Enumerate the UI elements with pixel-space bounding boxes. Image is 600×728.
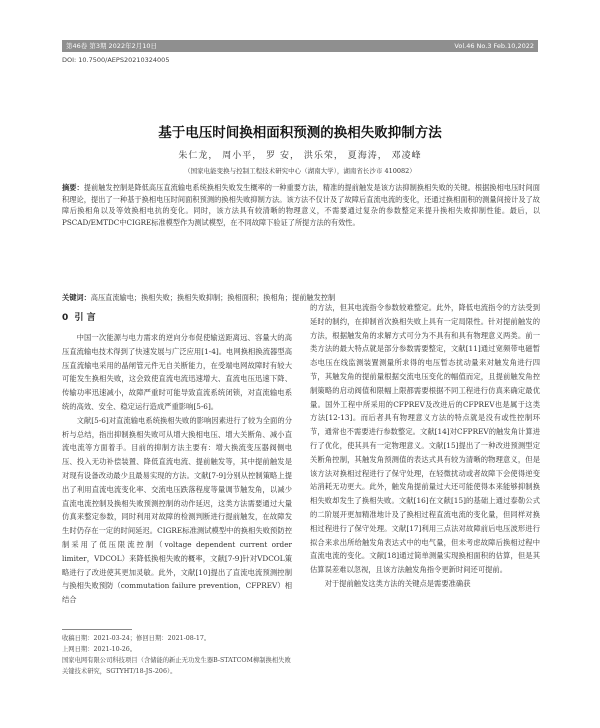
footnote-divider [62,629,132,630]
paragraph: 的方法，但其电流指令参数较难整定。此外，降低电流指令的方法受到延时的制约，在抑制首次换相失败上具有一定局限性。针对提前触发的方法，根据触发角的求解方式可分为不具有和具有物理意义两类。前一类方法的最大特点就是部分参数需要整定，文献[11]通过宽频带电磁暂态电压在线监测装置测量所求得的电压暂态扰动量来对触发角进行四节，其触发角的提前量根据交流电压变化的幅值而定，且提前触发角控制策略的启动阀值和限幅上限都需要根据不同工程进行仿真来确定最优量。国外工程中所采用的CFPREV及改进后的CFPREV也是属于这类方法[12-13]。而后者具有物理意义方法的特点就是没有或性控制环节，通常也不需要进行参数整定。文献[14]对CFPREV的触发角计算进行了优化，使其具有一定物理意义。文献[15]提出了一种改进预测型定关断角控制，其触发角预测值的表达式具有较为清晰的物理意义，但是该方法对换相过程进行了保守处理，在轻微扰动或者故障下会使得逆变站消耗无功更大。此外，触发角提前量过大还可能使得本来能够抑制换相失败却发生了换相失败。文献[16]在文献[15]的基础上通过泰勒公式的二阶展开更加精准地计及了换相过程直流电流的变化量，但同样对换相过程进行了保守处理。文献[17]利用三点法对故障前后电压波形进行拟合来求出所给触发角表达式中的电气量，但未考虑故障后换相过程中直流电流的变化。文献[18]通过简单测量实现换相面积的估算，但是其估算误差难以忽视，且该方法触发角指令更新时间还可提前。 [310,303,540,575]
paragraph: 中国一次能源与电力需求的逆向分布促使输送距离远、容量大的高压直流输电技术得到了快速发展与广泛应用[1-4]。电网换相换流器型高压直流输电采用的晶闸管元件无自关断能力，在受端电网故障时有较大可能发生换相失败，这会致使直流电流迅速增大、直流电压迅速下降、传输功率迅速减小，故障严重时可能导致直流系统闭锁，对直流输电系统的高效、安全、稳定运行造成严重影响[5-6]。 [62,333,292,411]
left-column [62,311,292,607]
right-column [310,301,540,591]
footnote-online: 上网日期：2021-10-26。 [62,646,137,653]
section-title: 引 言 [74,313,96,323]
footnotes [62,633,292,677]
affiliation: （国家电能变换与控制工程技术研究中心（湖南大学），湖南省长沙市 410082） [184,167,416,175]
footnote-funding: 国家电网有限公司科技项目（含储能的新止无功发生器B-STATCOM柳制换相失败关键技术研究，SGTYHT/18-JS-206）。 [62,657,291,675]
keywords-label: 关键词： [62,293,91,302]
section-heading [62,311,292,325]
journal-issue-cn: 第46卷 第3期 2022年2月10日 [66,42,157,50]
abstract-text: 提前触发控制是降低高压直流输电系统换相失败发生概率的一种重要方法，精准的提前触发是该方法抑制换相失败的关键。根据换相电压时间面积理论，提出了一种基于换相电压时间面积预测的换相失败抑制方法。该方法不仅计及了故障后直流电流的变化，还通过换相面积的测量间接计及了故障后换相角以及等效换相电抗的变化。同时，该方法具有较清晰的物理意义，不需要通过复杂的参数整定来提升换相失败抑制性能。最后，以PSCAD/EMTDC中CIGRE标准模型作为测试模型，在不同故障下验证了所提方法的有效性。 [62,183,540,227]
paper-title: 基于电压时间换相面积预测的换相失败抑制方法 [158,125,442,141]
paragraph: 对于提前触发这类方法的关键点是需要准确获 [324,578,471,588]
abstract [62,182,540,228]
doi: DOI: 10.7500/AEPS20210324005 [62,56,170,64]
section-number: 0 [62,313,69,323]
abstract-label: 摘要： [62,183,84,192]
authors: 朱仁龙， 周小平， 罗 安， 洪乐荣， 夏海涛， 邓凌峰 [178,151,422,161]
journal-issue-en: Vol.46 No.3 Feb.10,2022 [454,42,534,50]
paragraph: 文献[5-6]对直流输电系统换相失败的影响因素进行了较为全面的分析与总结，指出抑制换相失败可从增大换相电压、增大关断角、减小直流电流等方面着手。目前的抑制方法主要有：增大换流变压器阀侧电压、投入无功补偿装置、降低直流电流、提前触发等，其中提前触发是对现有设备改动最少且最易实现的方法。文献[7-9]分别从控制策略上提出了利用直流电流变化率、交流电压跌落程度等量调节触发角，以减少直流电流控制及换相失败预测控制的动作延迟，这类方法需要通过大量仿真来整定参数，同时利用对故障的检测判断进行提前触发，在故障发生时仍存在一定的时间延迟。CIGRE标准测试模型中的换相失败预防控制采用了低压限流控制（voltage dependent current order limiter，VDCOL）来降低换相失败的概率，文献[7-9]针对VDCOL策略进行了改进使其更加灵敏。此外，文献[10]提出了直流电流预测控制与换相失败预防（commutation failure prevention，CFPREV）相结合 [62,415,292,605]
journal-header-bar [62,40,538,52]
footnote-received: 收稿日期：2021-03-24；修回日期：2021-08-17。 [62,635,211,642]
keywords-text: 高压直流输电；换相失败；换相失败抑制；换相面积；换相角；提前触发控制 [90,293,336,302]
